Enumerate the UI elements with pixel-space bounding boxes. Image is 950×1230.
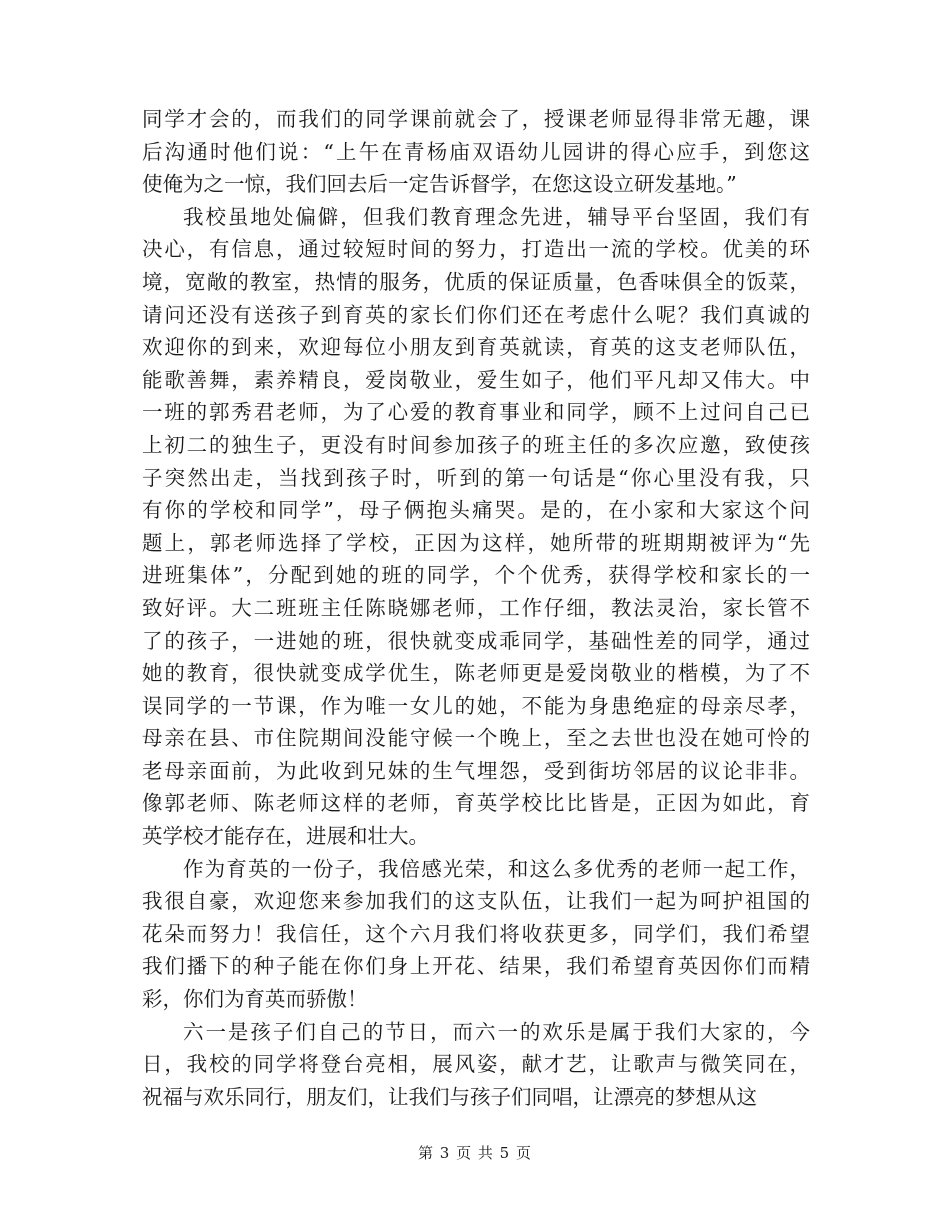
text-line: 致好评。大二班班主任陈晓娜老师，工作仔细，教法灵治，家长管不 xyxy=(142,595,810,620)
text-line: 我们播下的种子能在你们身上开花、结果，我们希望育英因你们而精 xyxy=(142,954,810,979)
text-line: 像郭老师、陈老师这样的老师，育英学校比比皆是，正因为如此，育 xyxy=(142,791,810,816)
text-line: 进班集体”，分配到她的班的同学，个个优秀，获得学校和家长的一 xyxy=(142,563,810,588)
text-line: 一班的郭秀君老师，为了心爱的教育事业和同学，顾不上过问自己已 xyxy=(142,400,810,425)
paragraph xyxy=(142,853,810,1016)
text-line: 上初二的独生子，更没有时间参加孩子的班主任的多次应邀，致使孩 xyxy=(142,432,810,457)
text-line: 她的教育，很快就变成学优生，陈老师更是爱岗敬业的楷模，为了不 xyxy=(142,661,810,686)
text-line: 能歌善舞，素养精良，爱岗敬业，爱生如子，他们平凡却又伟大。中 xyxy=(142,367,810,392)
text-line: 日，我校的同学将登台亮相，展风姿，献才艺，让歌声与微笑同在， xyxy=(142,1052,810,1077)
text-line: 英学校才能存在，进展和壮大。 xyxy=(142,824,429,849)
text-line: 我校虽地处偏僻，但我们教育理念先进，辅导平台坚固，我们有 xyxy=(183,204,810,229)
text-line: 决心，有信息，通过较短时间的努力，打造出一流的学校。优美的环 xyxy=(142,237,810,262)
text-line: 花朵而努力！我信任，这个六月我们将收获更多，同学们，我们希望 xyxy=(142,921,810,946)
text-line: 后沟通时他们说：“上午在青杨庙双语幼儿园讲的得心应手，到您这 xyxy=(142,139,810,164)
text-line: 同学才会的，而我们的同学课前就会了，授课老师显得非常无趣，课 xyxy=(142,107,810,131)
text-line: 了的孩子，一进她的班，很快就变成乖同学，基础性差的同学，通过 xyxy=(142,628,810,653)
page-number-footer: 第 3 页 共 5 页 xyxy=(418,1144,532,1162)
text-line: 请问还没有送孩子到育英的家长们你们还在考虑什么呢？我们真诚的 xyxy=(142,302,810,327)
text-line: 母亲在县、市住院期间没能守候一个晚上，至之去世也没在她可怜的 xyxy=(142,726,810,751)
text-line: 子突然出走，当找到孩子时，听到的第一句话是“你心里没有我，只 xyxy=(142,465,810,490)
document-body xyxy=(142,103,810,1113)
text-line: 老母亲面前，为此收到兄妹的生气埋怨，受到街坊邻居的议论非非。 xyxy=(142,758,810,783)
text-line: 境，宽敞的教室，热情的服务，优质的保证质量，色香味俱全的饭菜， xyxy=(142,269,810,294)
text-line: 有你的学校和同学”，母子俩抱头痛哭。是的，在小家和大家这个问 xyxy=(142,498,810,523)
text-line: 六一是孩子们自己的节日，而六一的欢乐是属于我们大家的，今 xyxy=(183,1019,810,1044)
text-line: 题上，郭老师选择了学校，正因为这样，她所带的班期期被评为“先 xyxy=(142,530,810,555)
text-line: 欢迎你的到来，欢迎每位小朋友到育英就读，育英的这支老师队伍， xyxy=(142,335,810,360)
text-line: 祝福与欢乐同行，朋友们，让我们与孩子们同唱，让漂亮的梦想从这 xyxy=(142,1084,757,1109)
text-line: 作为育英的一份子，我倍感光荣，和这么多优秀的老师一起工作， xyxy=(183,856,810,881)
text-line: 误同学的一节课，作为唯一女儿的她，不能为身患绝症的母亲尽孝， xyxy=(142,693,810,718)
text-line: 彩，你们为育英而骄傲！ xyxy=(142,987,368,1012)
paragraph xyxy=(142,1016,810,1114)
paragraph xyxy=(142,201,810,853)
paragraph xyxy=(142,103,810,201)
text-line: 使俺为之一惊，我们回去后一定告诉督学，在您这设立研发基地。” xyxy=(142,172,737,197)
text-line: 我很自豪，欢迎您来参加我们的这支队伍，让我们一起为呵护祖国的 xyxy=(142,889,810,914)
